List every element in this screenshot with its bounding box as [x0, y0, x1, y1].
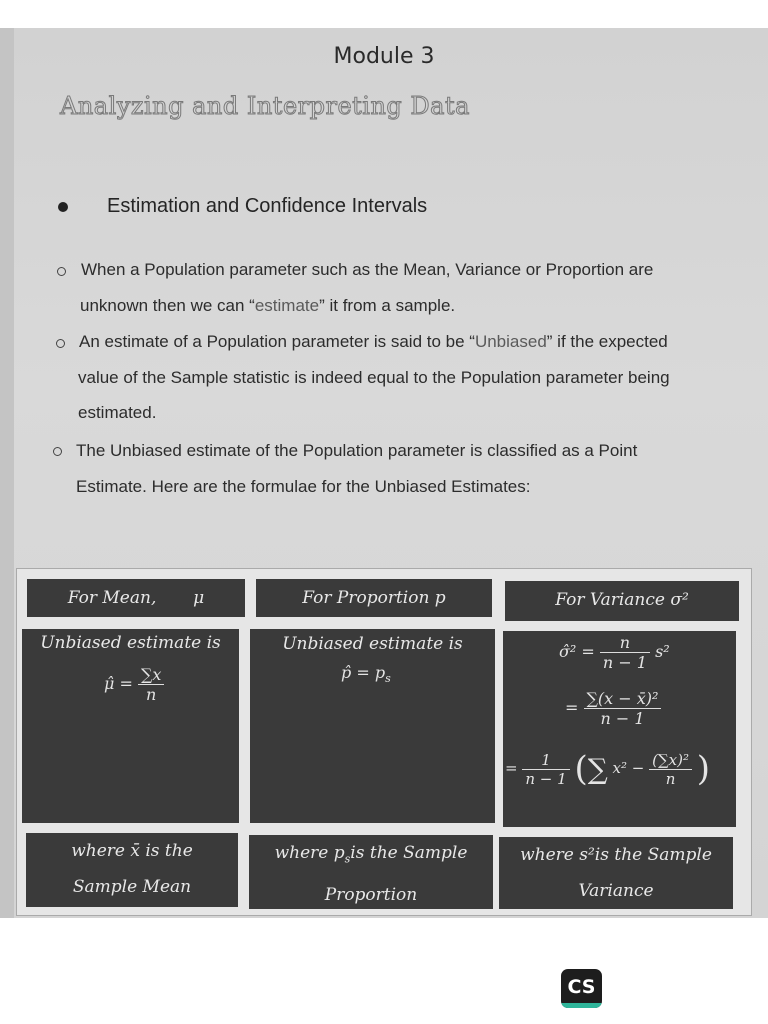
var-line2-den: n − 1: [600, 709, 645, 728]
circle-bullet-icon: [53, 447, 62, 456]
var-line1-num: n: [600, 633, 650, 653]
mean-formula-num: ∑x: [138, 665, 164, 685]
module-subtitle: Analyzing and Interpreting Data: [60, 92, 470, 120]
point-2-text-a: An estimate of a Population parameter is said to be “: [79, 332, 475, 351]
var-line3-inner-num: (∑x)²: [649, 751, 692, 770]
circle-bullet-icon: [57, 267, 66, 276]
point-2-line-3: estimated.: [78, 403, 157, 422]
var-formula-line-3: = $\frac{1}{n - 1}$ (∑ x² − $\frac{\text{(∑x)²}}{n}$ ): [505, 749, 711, 789]
camscanner-logo: CS: [561, 969, 602, 1008]
footer-proportion-line-2: Proportion: [324, 885, 418, 906]
module-title: Module 3: [333, 44, 435, 69]
var-line3-den: n − 1: [525, 769, 567, 788]
var-line3-sum-icon: ∑: [587, 752, 608, 786]
var-line3-inner-den: n: [665, 769, 676, 788]
point-1-line-2: [80, 288, 455, 324]
body-proportion: [250, 629, 495, 823]
footer-prop-sub: s: [344, 852, 351, 866]
prop-formula-main: p̂ = p: [341, 663, 386, 682]
prop-formula: [341, 663, 391, 685]
var-line2-lhs: =: [565, 698, 579, 717]
section-heading: Estimation and Confidence Intervals: [107, 195, 428, 217]
var-formula-line-1: [559, 633, 670, 672]
footer-proportion-line-1: [249, 835, 493, 877]
var-line1-lhs: σ̂² =: [559, 642, 595, 661]
point-2-text-b: ” if the expected: [546, 332, 668, 351]
point-3-line-1: The Unbiased estimate of the Population parameter is classified as a Point: [76, 441, 638, 460]
page-edge: [0, 28, 14, 918]
header-mean-symbol: μ: [193, 588, 205, 608]
prop-label: Unbiased estimate is: [282, 634, 463, 654]
bullet-icon: [58, 202, 68, 212]
point-1-text-b: ” it from a sample.: [319, 296, 456, 315]
body-mean: [22, 629, 239, 823]
point-2-line-1: [79, 324, 668, 360]
prop-formula-sub: s: [385, 672, 391, 686]
footer-prop-a: where p: [274, 843, 345, 863]
footer-mean-line-1: where x̄ is the: [71, 841, 193, 861]
footer-proportion: [249, 835, 493, 909]
circle-bullet-icon: [56, 339, 65, 348]
formula-table: [16, 568, 752, 916]
mean-formula-den: n: [146, 685, 157, 704]
header-proportion: For Proportion p: [256, 579, 492, 617]
var-line3-num: 1: [522, 751, 569, 770]
var-line2-num: ∑(x − x̄)²: [584, 689, 662, 709]
mean-formula-lhs: μ̂ =: [104, 674, 133, 693]
mean-label: Unbiased estimate is: [40, 633, 221, 653]
var-line3-lhs: =: [505, 759, 518, 777]
body-variance: [503, 631, 736, 827]
footer-variance: [499, 837, 733, 909]
point-2-highlight: Unbiased: [474, 332, 547, 351]
footer-variance-line-1: where s²is the Sample: [520, 845, 712, 865]
point-3-line-2: Estimate. Here are the formulae for the Unbiased Estimates:: [76, 477, 531, 496]
point-1-line-1: When a Population parameter such as the Mean, Variance or Proportion are: [81, 260, 654, 279]
header-mean-label: For Mean,: [67, 588, 157, 608]
footer-mean: [26, 833, 238, 907]
var-line3-x2: x² −: [612, 759, 645, 777]
footer-mean-line-2: Sample Mean: [72, 877, 192, 897]
point-2-line-2: value of the Sample statistic is indeed equal to the Population parameter being: [78, 368, 670, 387]
var-line1-rhs: s²: [655, 642, 670, 661]
mean-formula: [104, 665, 164, 704]
footer-prop-b: is the Sample: [350, 843, 468, 863]
var-formula-line-2: [565, 689, 661, 728]
point-1-text-a: unknown then we can “: [80, 296, 255, 315]
footer-variance-line-2: Variance: [578, 881, 654, 901]
header-mean: [27, 579, 245, 617]
header-variance: For Variance σ²: [505, 581, 739, 621]
var-line1-den: n − 1: [602, 653, 647, 672]
point-1-highlight: estimate: [254, 296, 320, 315]
